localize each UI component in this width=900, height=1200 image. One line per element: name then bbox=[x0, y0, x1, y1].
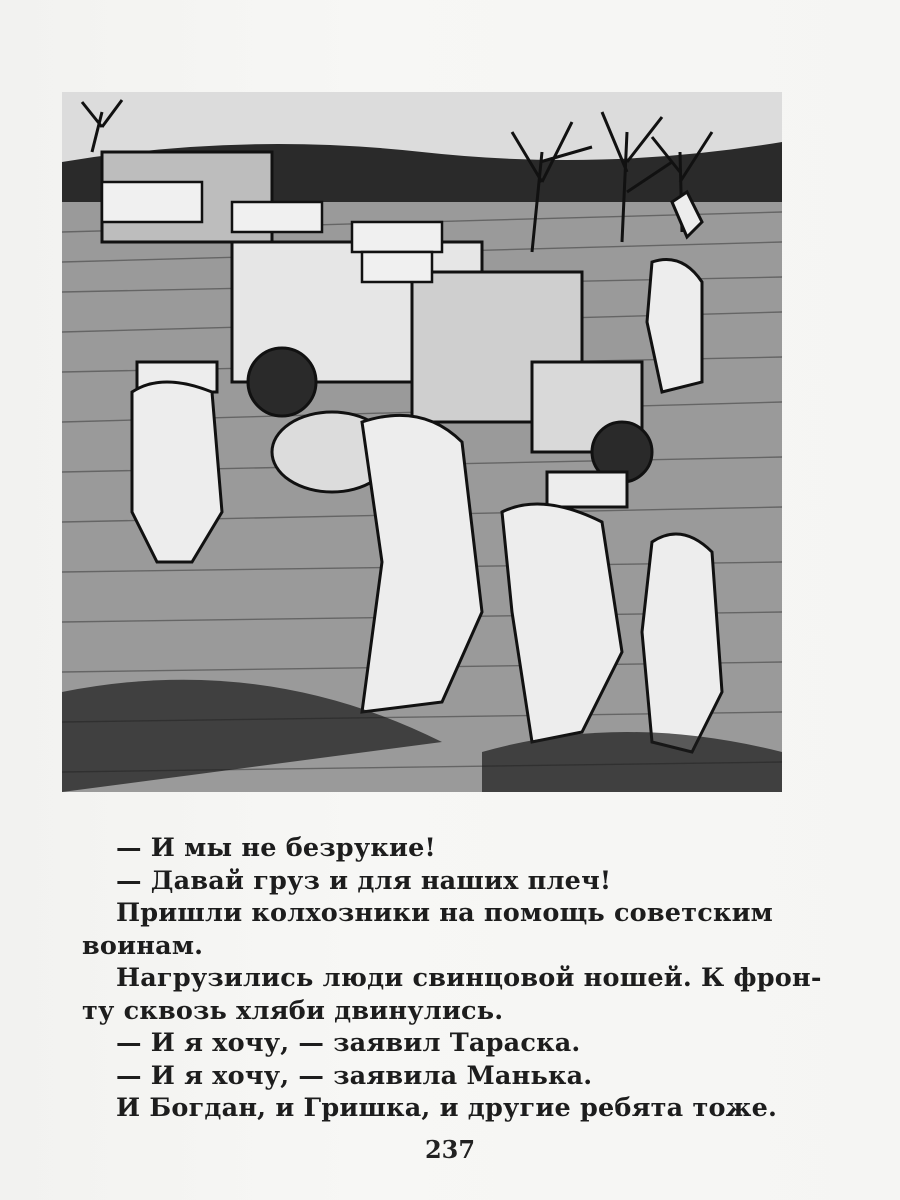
illustration bbox=[62, 92, 782, 792]
dialogue-line: — И мы не безрукие! bbox=[116, 833, 436, 863]
paragraph-line: Пришли колхозники на помощь советским bbox=[116, 898, 774, 928]
paragraph-line: И Богдан, и Гришка, и другие ребята тоже. bbox=[116, 1093, 778, 1123]
paragraph-line: Нагрузились люди свинцовой ношей. К фрон- bbox=[116, 963, 822, 993]
paragraph-line: воинам. bbox=[82, 930, 204, 961]
body-text bbox=[82, 832, 822, 1125]
illustration-drawing bbox=[62, 92, 782, 792]
dialogue-line: — Давай груз и для наших плеч! bbox=[116, 865, 612, 896]
dialogue-line: — И я хочу, — заявила Манька. bbox=[116, 1060, 593, 1091]
dialogue-line: — И я хочу, — заявил Тараска. bbox=[116, 1028, 581, 1058]
page-number: 237 bbox=[424, 1135, 476, 1164]
paragraph-line: ту сквозь хляби двинулись. bbox=[82, 995, 504, 1026]
